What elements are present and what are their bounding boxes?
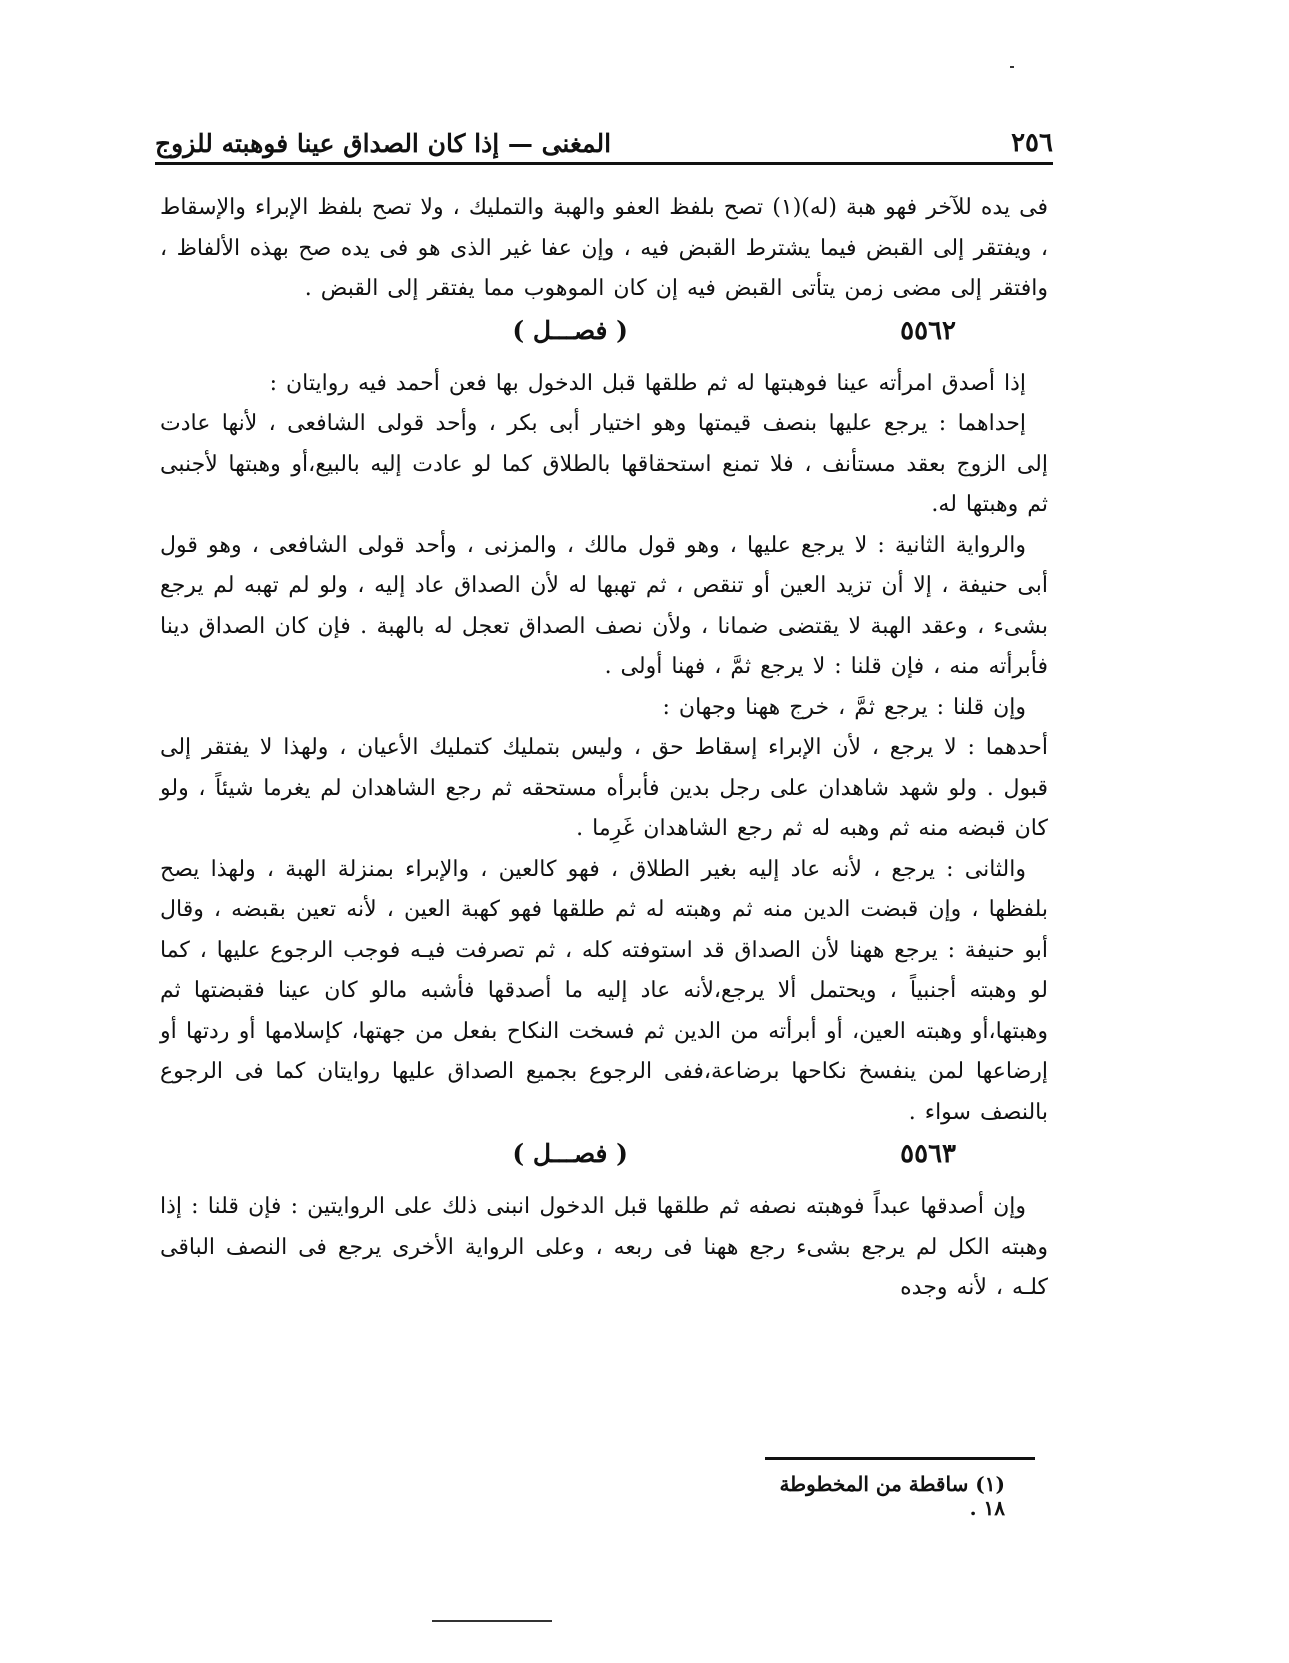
speck <box>1010 66 1014 68</box>
section-number: ٥٥٦٣ <box>900 1139 956 1169</box>
section-heading <box>160 1133 1048 1187</box>
paragraph: إذا أصدق امرأته عينا فوهبتها له ثم طلقها قبل الدخول بها فعن أحمد فيه روايتان : <box>269 370 1026 396</box>
section-heading <box>160 310 1048 364</box>
paragraph: والثانى : يرجع ، لأنه عاد إليه بغير الطلاق ، فهو كالعين ، والإبراء بمنزلة الهبة ، ولهذا يصح بلفظها ، وإن قبضت الدين منه ثم وهبته له ثم طلقها فهو كهبة العين ، لأنه تعين بقبضه ، وقال أبو حنيفة : يرجع ههنا لأن الصداق قد استوفته كله ، ثم تصرفت فيـه فوجب الرجوع عليها ، كما لو وهبته أجنبياً ، ويحتمل ألا يرجع،لأنه عاد إليه ما أصدقها فأشبه مالو كان عينا فقبضتها ثم وهبتها،أو وهبته العين، أو أبرأته من الدين ثم فسخت النكاح بفعل من جهتها، كإسلامها أو ردتها أو إرضاعها لمن ينفسخ نكاحها برضاعة،ففى الرجوع بجميع الصداق عليها روايتان كما فى الرجوع بالنصف سواء . <box>160 856 1048 1125</box>
running-title: المغنى — إذا كان الصداق عينا فوهبته للزوج <box>155 129 612 158</box>
header-rule <box>155 162 1053 165</box>
section-title: ( فصـــل ) <box>512 1139 628 1168</box>
footnote: (١) ساقطة من المخطوطة ١٨ . <box>779 1472 1005 1520</box>
paragraph: والرواية الثانية : لا يرجع عليها ، وهو قول مالك ، والمزنى ، وأحد قولى الشافعى ، وهو قول أبى حنيفة ، إلا أن تزيد العين أو تنقص ، ثم تهبها له لأن الصداق عاد إليه ، ولو لم تهبه لم يرجع بشىء ، وعقد الهبة لا يقتضى ضمانا ، ولأن نصف الصداق تعجل له بالهبة . فإن كان الصداق دينا فأبرأته منه ، فإن قلنا : لا يرجع ثمَّ ، فهنا أولى . <box>160 532 1048 679</box>
bottom-rule <box>432 1620 552 1622</box>
section-number: ٥٥٦٢ <box>900 315 956 346</box>
paragraph: أحدهما : لا يرجع ، لأن الإبراء إسقاط حق ، وليس بتمليك كتمليك الأعيان ، ولهذا لا يفتقر إلى قبول . ولو شهد شاهدان على رجل بدين فأبرأه مستحقه ثم رجع الشاهدان لم يغرما شيئاً ، ولو كان قبضه منه ثم وهبه له ثم رجع الشاهدان غَرِما . <box>160 735 1048 841</box>
page-header <box>155 112 1053 164</box>
paragraph: وإن قلنا : يرجع ثمَّ ، خرج ههنا وجهان : <box>662 694 1026 720</box>
page-number: ٢٥٦ <box>1011 128 1053 158</box>
paragraph: إحداهما : يرجع عليها بنصف قيمتها وهو اختيار أبى بكر ، وأحد قولى الشافعى ، لأنها عادت إلى الزوج بعقد مستأنف ، فلا تمنع استحقاقها بالطلاق كما لو عادت إليه بالبيع،أو وهبتها لأجنبى ثم وهبتها له. <box>160 411 1048 517</box>
section-title: ( فصـــل ) <box>512 315 628 345</box>
footnote-rule <box>765 1457 1035 1460</box>
paragraph: فى يده للآخر فهو هبة (له)(١) تصح بلفظ العفو والهبة والتمليك ، ولا تصح بلفظ الإبراء والإسقاط ، ويفتقر إلى القبض فيما يشترط القبض فيه ، وإن عفا غير الذى هو فى يده صح بهذه الألفاظ ، وافتقر إلى مضى زمن يتأتى القبض فيه إن كان الموهوب مما يفتقر إلى القبض . <box>160 195 1049 301</box>
paragraph: وإن أصدقها عبداً فوهبته نصفه ثم طلقها قبل الدخول انبنى ذلك على الروايتين : فإن قلنا : إذا وهبته الكل لم يرجع بشىء رجع ههنا فى ربعه ، وعلى الرواية الأخرى يرجع فى النصف الباقى كلـه ، لأنه وجده <box>160 1194 1048 1300</box>
page-body <box>160 188 1048 1309</box>
